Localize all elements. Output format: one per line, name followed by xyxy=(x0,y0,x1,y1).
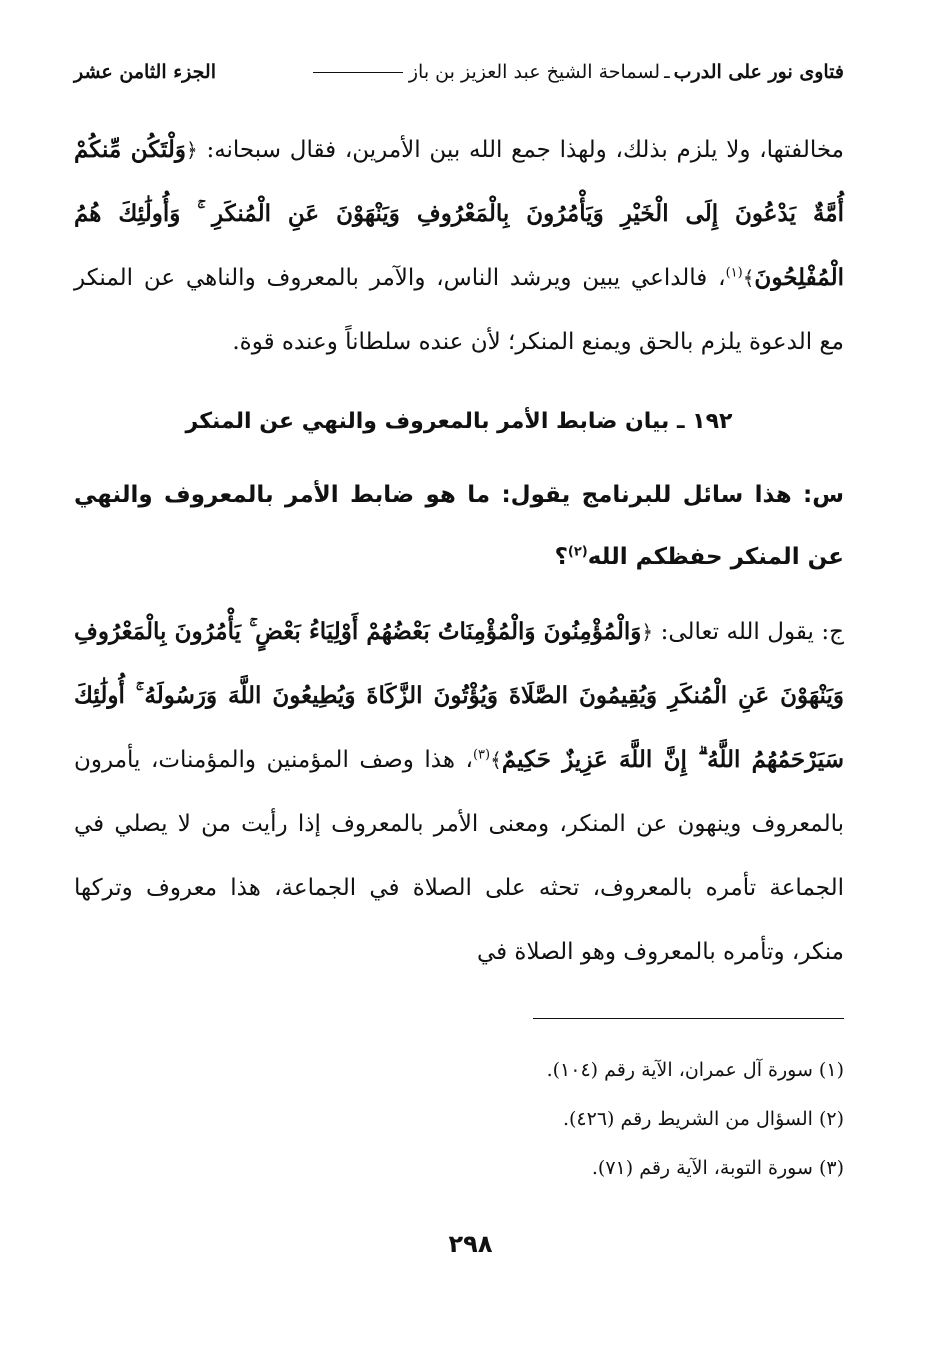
question-body: س: هذا سائل للبرنامج يقول: ما هو ضابط الأمر بالمعروف والنهي عن المنكر حفظكم الله xyxy=(74,482,844,570)
quran-open-bracket: ﴿ xyxy=(185,138,198,162)
footnote-ref-2[interactable]: (٢) xyxy=(567,544,588,560)
quran-verse-1: وَلْتَكُن مِّنكُمْ أُمَّةٌ يَدْعُونَ إِلَى الْخَيْرِ وَيَأْمُرُونَ بِالْمَعْرُوفِ وَيَنْهَوْنَ عَنِ الْمُنكَرِ ۚ وَأُولَٰئِكَ هُمُ الْمُفْلِحُونَ xyxy=(74,136,844,291)
paragraph-intro-rest: ، فالداعي يبين ويرشد الناس، والآمر بالمعروف والناهي عن المنكر مع الدعوة يلزم بالحق ويمنع المنكر؛ لأن عنده سلطاناً وعنده قوة. xyxy=(74,265,844,355)
quran-close-bracket: ﴾ xyxy=(742,266,755,290)
answer-rest: ، هذا وصف المؤمنين والمؤمنات، يأمرون بالمعروف وينهون عن المنكر، ومعنى الأمر بالمعروف إذا رأيت من لا يصلي في الجماعة تأمره بالمعروف، تحثه على الصلاة في الجماعة، هذا معروف وتركها منكر، وتأمره بالمعروف وهو الصلاة في xyxy=(74,747,844,965)
footnote-3: (٣) سورة التوبة، الآية رقم (٧١). xyxy=(591,1157,844,1179)
header-book-title: فتاوى نور على الدرب xyxy=(673,61,844,83)
paragraph-intro-text: مخالفتها، ولا يلزم بذلك، ولهذا جمع الله بين الأمرين، فقال سبحانه: xyxy=(197,137,845,163)
header-title-group xyxy=(307,61,844,83)
page-number: ٢٩٨ xyxy=(448,1230,493,1258)
quran-verse-2: وَالْمُؤْمِنُونَ وَالْمُؤْمِنَاتُ بَعْضُهُمْ أَوْلِيَاءُ بَعْضٍ ۚ يَأْمُرُونَ بِالْمَعْرُوفِ وَيَنْهَوْنَ عَنِ الْمُنكَرِ وَيُقِيمُونَ الصَّلَاةَ وَيُؤْتُونَ الزَّكَاةَ وَيُطِيعُونَ اللَّهَ وَرَسُولَهُ ۚ أُولَٰئِكَ سَيَرْحَمُهُمُ اللَّهُ ۗ إِنَّ اللَّهَ عَزِيزٌ حَكِيمٌ xyxy=(74,618,844,773)
question-text xyxy=(74,464,844,588)
footnote-ref-3[interactable]: (٣) xyxy=(472,747,491,763)
header-dash: ـ xyxy=(664,61,670,83)
running-header xyxy=(74,52,844,92)
footnote-separator xyxy=(533,1018,844,1019)
quran-open-bracket-2: ﴿ xyxy=(641,620,654,644)
footnotes xyxy=(74,1046,844,1193)
footnote-2: (٢) السؤال من الشريط رقم (٤٢٦). xyxy=(562,1108,844,1130)
answer-text xyxy=(74,600,844,984)
header-author: لسماحة الشيخ عبد العزيز بن باز xyxy=(408,61,661,83)
header-rule xyxy=(313,72,403,73)
section-heading: ١٩٢ ـ بيان ضابط الأمر بالمعروف والنهي عن المنكر xyxy=(185,409,733,434)
quran-close-bracket-2: ﴾ xyxy=(490,748,502,772)
answer-intro: ج: يقول الله تعالى: xyxy=(653,619,844,645)
footnote-1: (١) سورة آل عمران، الآية رقم (١٠٤). xyxy=(546,1059,844,1081)
header-part-group xyxy=(74,61,216,83)
paragraph-intro xyxy=(74,118,844,374)
footnote-ref-1[interactable]: (١) xyxy=(725,265,743,281)
header-part: الجزء الثامن عشر xyxy=(74,61,216,83)
question-mark: ؟ xyxy=(554,544,568,570)
